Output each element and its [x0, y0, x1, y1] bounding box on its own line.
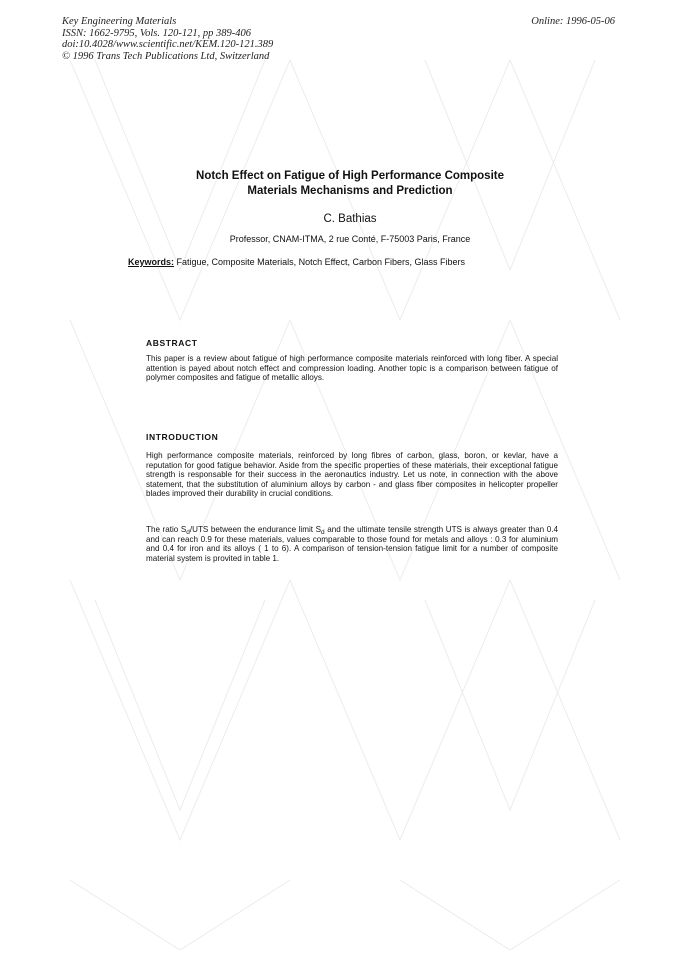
paper-title: [150, 169, 550, 199]
author-name: C. Bathias: [323, 213, 377, 225]
keywords-line: [128, 257, 465, 268]
journal-name: Key Engineering Materials: [62, 16, 177, 27]
para2-part-c: and the ultimate tensile strength UTS is always greater than 0.4 and can reach 0.9 for these materials, values comparable to those found for metals and alloys : 0.3 for aluminium and 0.4 for iron and its alloys ( 1 to 6). A comparison of tension-tension fatigue limit for a number of composite material system is provited in table 1.: [146, 525, 558, 563]
title-line-2: Materials Mechanisms and Prediction: [247, 185, 453, 197]
abstract-heading: ABSTRACT: [146, 338, 198, 348]
copyright-line: © 1996 Trans Tech Publications Ltd, Switzerland: [62, 50, 270, 62]
para2-part-a: The ratio S: [146, 525, 187, 534]
author-affiliation: Professor, CNAM-ITMA, 2 rue Conté, F-75003 Paris, France: [229, 234, 471, 244]
para2-subscript-1: d: [186, 529, 190, 536]
introduction-paragraph-2: [146, 525, 558, 563]
introduction-heading: INTRODUCTION: [146, 432, 219, 442]
abstract-text: This paper is a review about fatigue of high performance composite materials reinforced with long fiber. A special attention is payed about notch effect and compression loading. Another topic is a comparison between fatigue of polymer composites and fatigue of metallic alloys.: [146, 354, 558, 383]
journal-metadata: [62, 16, 273, 62]
doi-line: doi:10.4028/www.scientific.net/KEM.120-121.389: [62, 39, 274, 50]
para2-part-b: /UTS between the endurance limit S: [189, 525, 321, 534]
online-date: Online: 1996-05-06: [531, 16, 615, 27]
keywords-label: Keywords:: [128, 257, 175, 267]
issn-line: ISSN: 1662-9795, Vols. 120-121, pp 389-406: [62, 27, 251, 39]
title-line-1: Notch Effect on Fatigue of High Performance Composite: [196, 170, 504, 182]
para2-subscript-2: d: [321, 529, 325, 536]
keywords-list: Fatigue, Composite Materials, Notch Effect, Carbon Fibers, Glass Fibers: [176, 257, 465, 267]
introduction-paragraph-1: High performance composite materials, reinforced by long fibres of carbon, glass, boron, or kevlar, have a reputation for good fatigue behavior. Aside from the specific properties of these materials, their exceptional fatigue strength is responsable for their success in the aeronautics industry. Let us note, in connection with the above statement, that the substitution of aluminium alloys by carbon - and glass fiber composites in helicopter propeller blades improved their durability in crucial conditions.: [146, 451, 558, 499]
